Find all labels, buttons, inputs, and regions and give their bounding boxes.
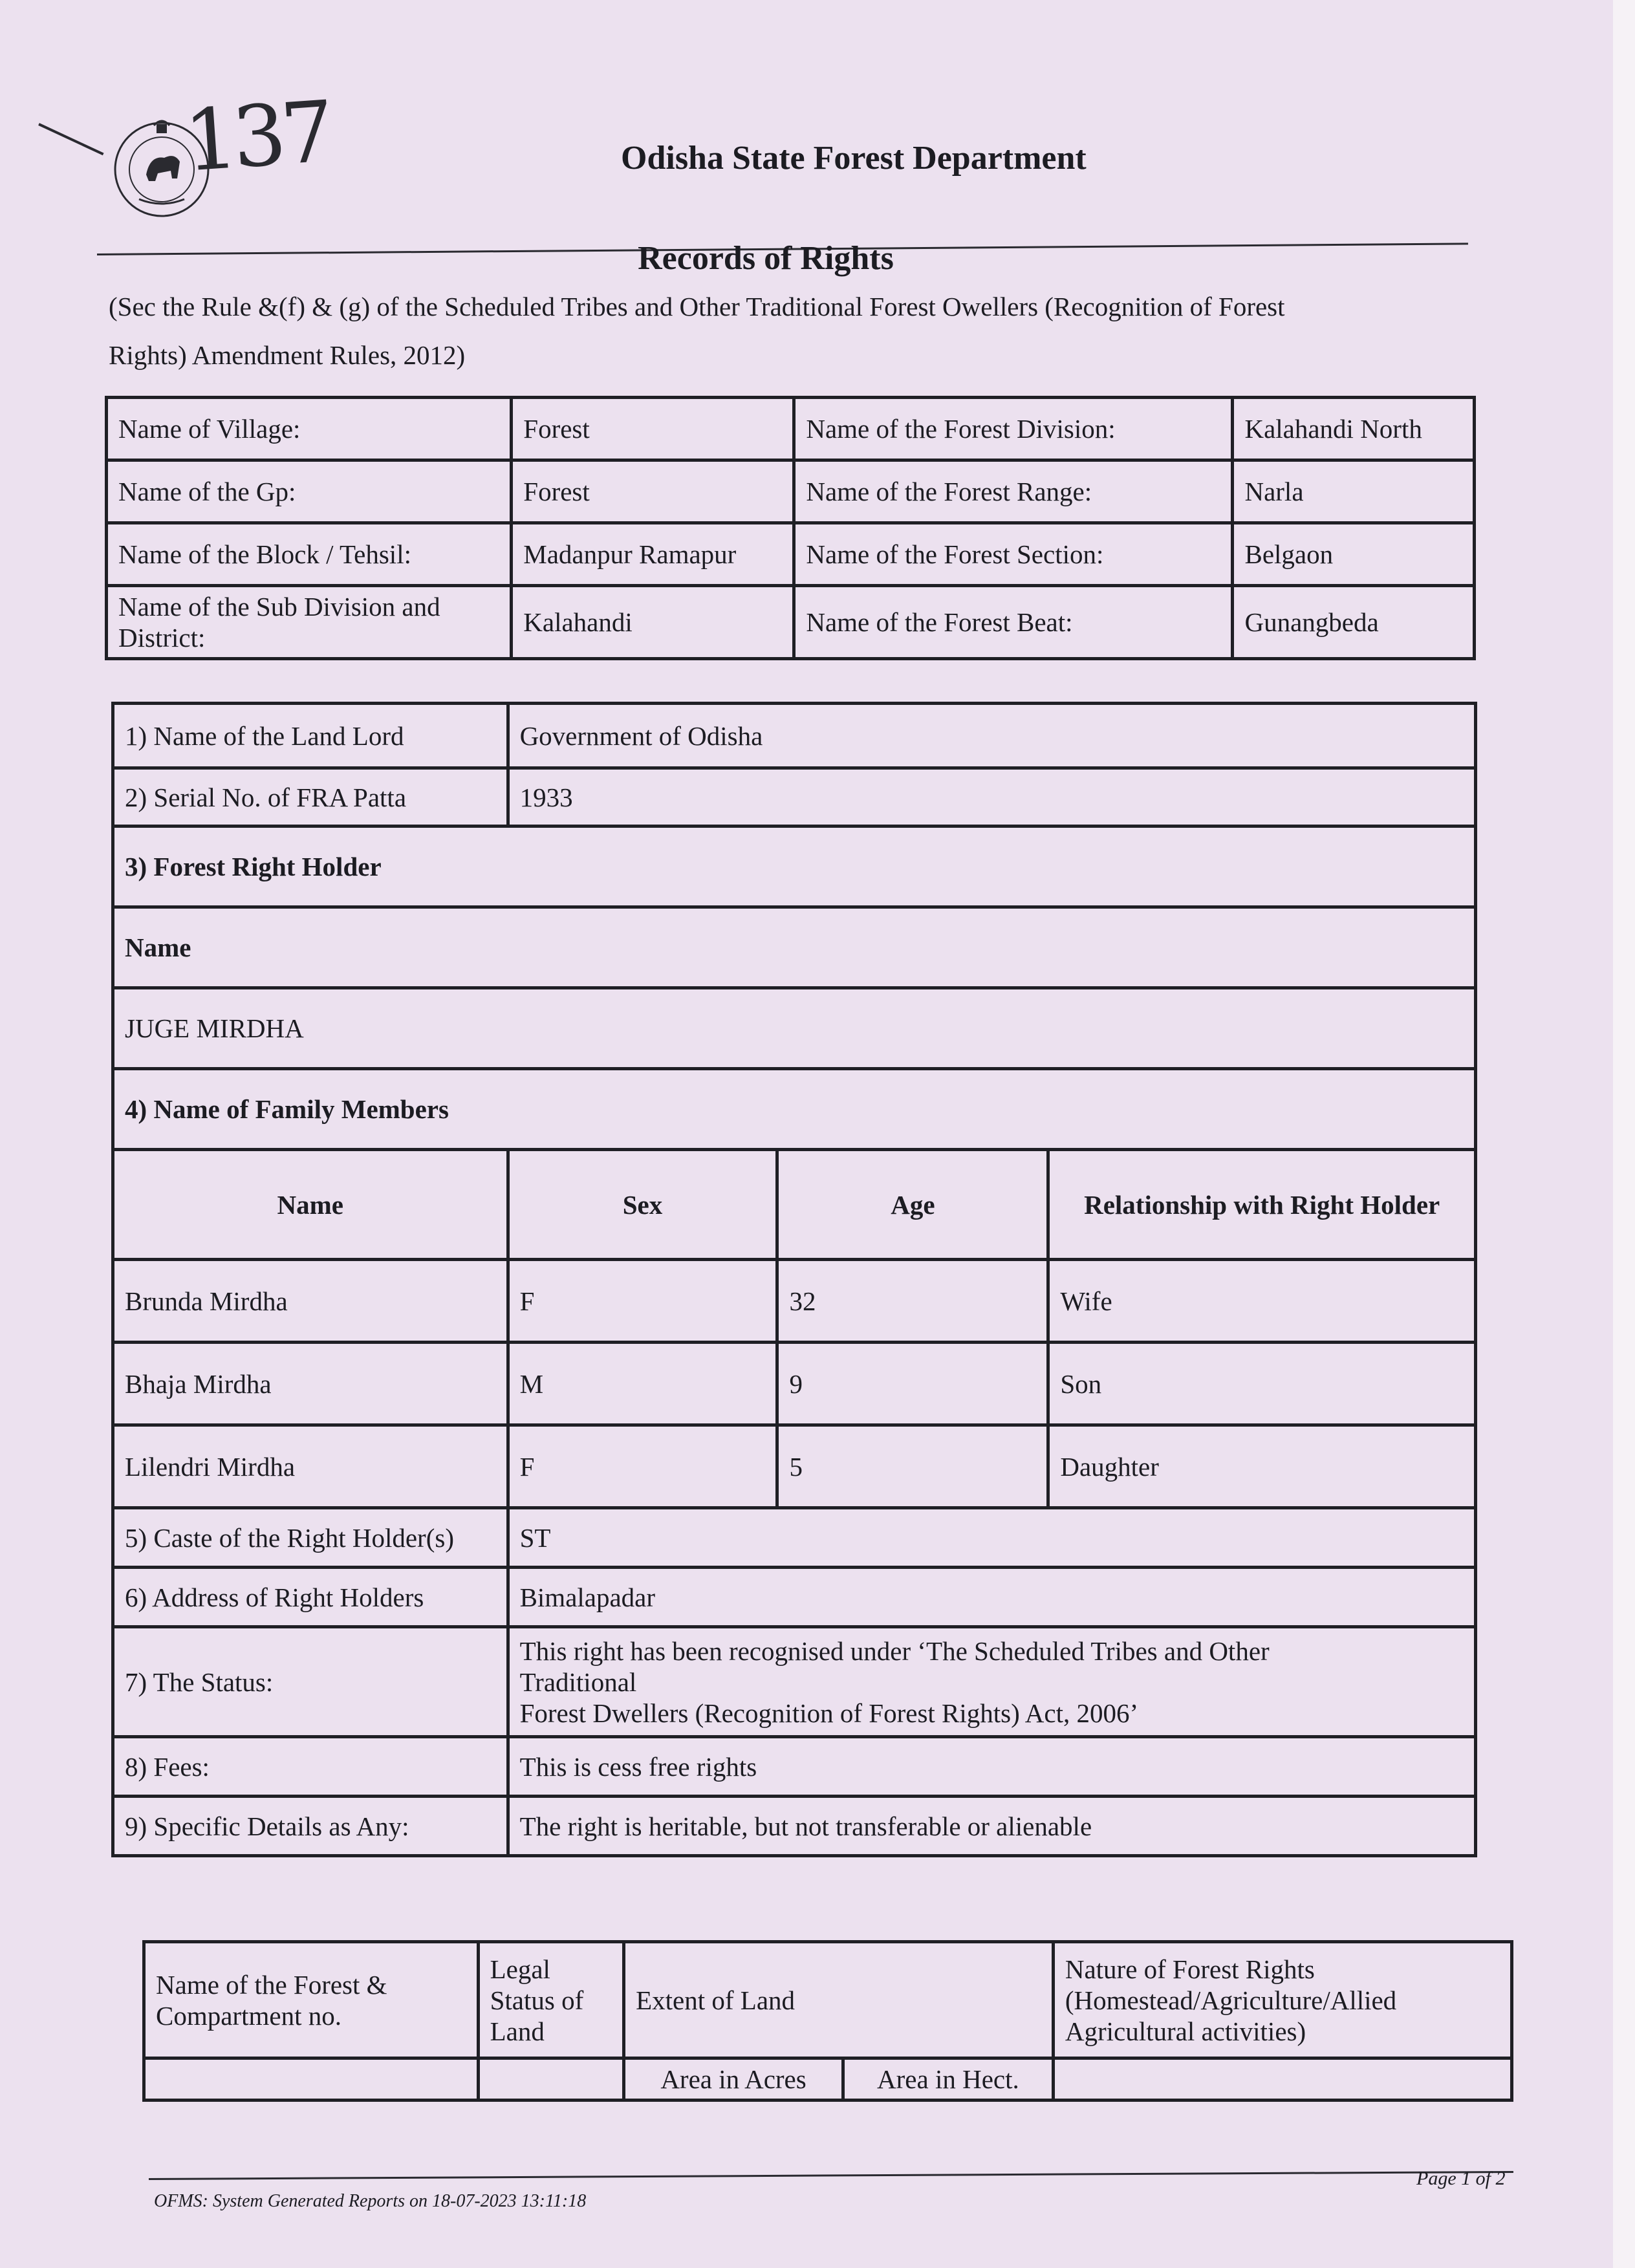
page-number: Page 1 of 2 [1416,2168,1506,2189]
caste-value: ST [508,1508,1475,1568]
serial-label: 2) Serial No. of FRA Patta [113,768,508,826]
address-value: Bimalapadar [508,1568,1475,1627]
member-age: 5 [777,1425,1048,1508]
col-name: Name [113,1150,508,1260]
scan-edge [1613,0,1635,2268]
member-relation: Daughter [1048,1425,1476,1508]
empty-cell [478,2058,624,2101]
member-sex: M [508,1343,777,1425]
member-sex: F [508,1425,777,1508]
status-line-1: This right has been recognised under ‘The Scheduled Tribes and Other [519,1636,1270,1666]
family-row [113,1425,1476,1508]
table-row [113,1737,1476,1797]
holder-name: JUGE MIRDHA [113,988,1476,1069]
area-hect-header: Area in Hect. [843,2058,1053,2101]
empty-cell [1053,2058,1511,2101]
address-label: 6) Address of Right Holders [113,1568,508,1627]
table-row [113,1508,1476,1568]
family-heading: 4) Name of Family Members [113,1069,1476,1150]
forest-beat-value: Gunangbeda [1233,586,1475,659]
department-title: Odisha State Forest Department [621,140,1087,177]
table-row [113,768,1476,826]
land-sub-row [144,2058,1512,2101]
fees-label: 8) Fees: [113,1737,508,1797]
col-age: Age [777,1150,1048,1260]
forest-beat-label: Name of the Forest Beat: [794,586,1233,659]
member-name: Bhaja Mirdha [113,1343,508,1425]
block-value: Madanpur Ramapur [512,523,794,586]
extent-of-land-header: Extent of Land [624,1942,1054,2058]
table-row [113,1627,1476,1737]
member-name: Brunda Mirdha [113,1260,508,1343]
status-line-2: Traditional [519,1667,637,1697]
land-lord-label: 1) Name of the Land Lord [113,704,508,768]
col-relationship: Relationship with Right Holder [1048,1150,1476,1260]
location-table [105,396,1476,660]
legal-status-header: Legal Status of Land [478,1942,624,2058]
gp-value: Forest [512,460,794,523]
table-row [107,586,1475,659]
generated-timestamp: OFMS: System Generated Reports on 18-07-2023 13:11:18 [154,2191,587,2211]
table-row [113,988,1476,1069]
sub-division-value: Kalahandi [512,586,794,659]
table-row [113,907,1476,988]
member-relation: Wife [1048,1260,1476,1343]
caste-label: 5) Caste of the Right Holder(s) [113,1508,508,1568]
holder-heading: 3) Forest Right Holder [113,826,1476,907]
member-age: 9 [777,1343,1048,1425]
member-relation: Son [1048,1343,1476,1425]
handwritten-number: 137 [180,82,333,191]
land-lord-value: Government of Odisha [508,704,1475,768]
member-sex: F [508,1260,777,1343]
member-age: 32 [777,1260,1048,1343]
table-row [107,523,1475,586]
status-value [508,1627,1475,1737]
member-name: Lilendri Mirdha [113,1425,508,1508]
details-label: 9) Specific Details as Any: [113,1797,508,1856]
col-sex: Sex [508,1150,777,1260]
name-heading: Name [113,907,1476,988]
odisha-emblem-icon [110,116,213,220]
serial-value: 1933 [508,768,1475,826]
pen-tick-mark [38,123,103,155]
table-row [113,1069,1476,1150]
family-row [113,1260,1476,1343]
footer-divider [149,2171,1513,2180]
sub-division-label: Name of the Sub Division and District: [107,586,512,659]
family-header-row [113,1150,1476,1260]
forest-division-value: Kalahandi North [1233,398,1475,460]
forest-range-value: Narla [1233,460,1475,523]
table-row [107,398,1475,460]
subtitle-line-2: Rights) Amendment Rules, 2012) [109,340,466,370]
table-row [113,826,1476,907]
table-row [113,1568,1476,1627]
family-row [113,1343,1476,1425]
nature-of-rights-header: Nature of Forest Rights (Homestead/Agriculture/Allied Agricultural activities) [1053,1942,1511,2058]
rights-table [111,702,1477,1857]
land-table [142,1940,1513,2102]
subtitle-line-1: (Sec the Rule &(f) & (g) of the Scheduled Tribes and Other Traditional Forest Owellers (Recognition of Forest [109,292,1285,321]
village-value: Forest [512,398,794,460]
gp-label: Name of the Gp: [107,460,512,523]
village-label: Name of Village: [107,398,512,460]
forest-compartment-header: Name of the Forest & Compartment no. [144,1942,479,2058]
forest-range-label: Name of the Forest Range: [794,460,1233,523]
table-row [107,460,1475,523]
table-row [113,1797,1476,1856]
status-label: 7) The Status: [113,1627,508,1737]
details-value: The right is heritable, but not transferable or alienable [508,1797,1475,1856]
status-line-3: Forest Dwellers (Recognition of Forest Rights) Act, 2006’ [519,1698,1139,1728]
area-acres-header: Area in Acres [624,2058,843,2101]
forest-division-label: Name of the Forest Division: [794,398,1233,460]
document-title: Records of Rights [638,240,894,277]
empty-cell [144,2058,479,2101]
block-label: Name of the Block / Tehsil: [107,523,512,586]
forest-section-value: Belgaon [1233,523,1475,586]
fees-value: This is cess free rights [508,1737,1475,1797]
land-header-row [144,1942,1512,2058]
forest-section-label: Name of the Forest Section: [794,523,1233,586]
table-row [113,704,1476,768]
